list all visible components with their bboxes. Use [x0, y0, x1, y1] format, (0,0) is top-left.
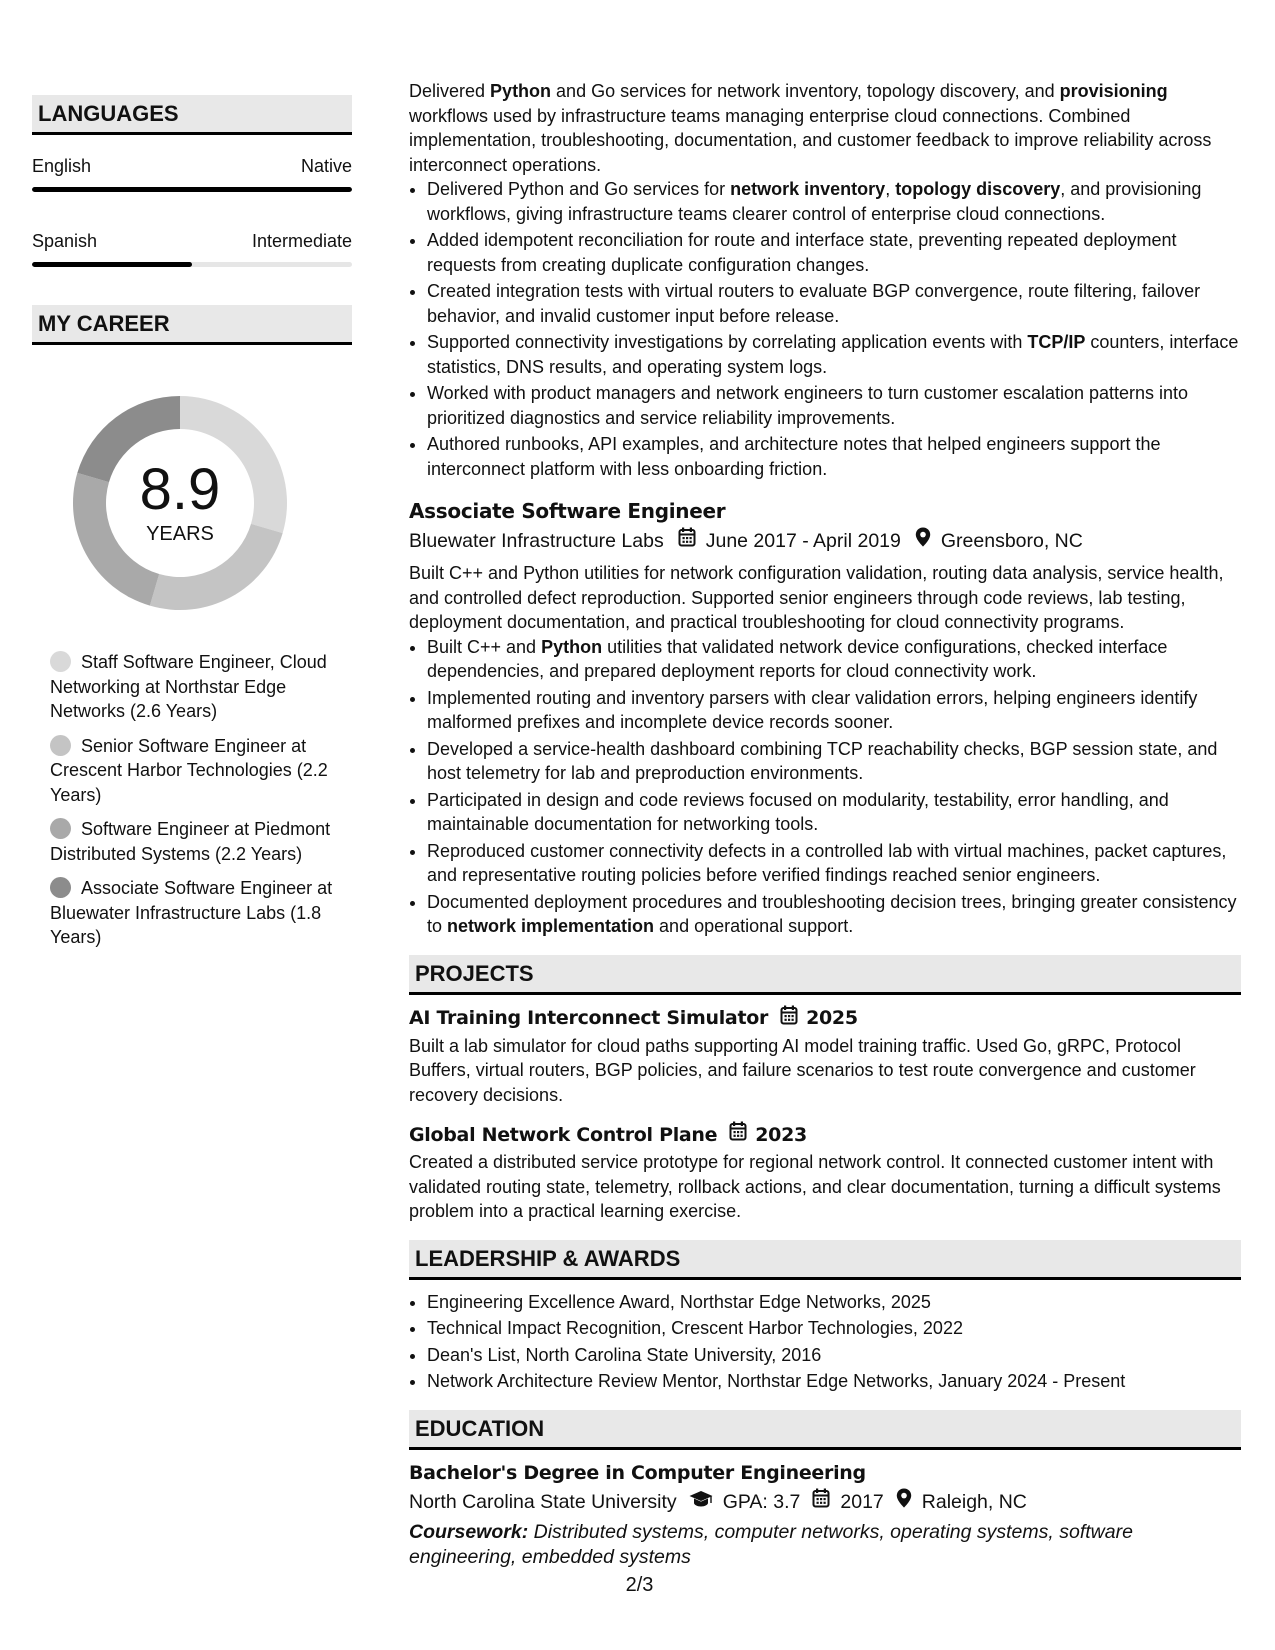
bold-keyword: Python [490, 81, 552, 101]
job-title: Associate Software Engineer [409, 499, 726, 523]
languages-heading: LANGUAGES [32, 95, 352, 135]
language-proficiency-bar [32, 187, 352, 192]
text-run: Authored runbooks, API examples, and architecture notes that helped engineers support the interconnect platform with less onboarding friction. [427, 434, 1161, 479]
text-run: Reproduced customer connectivity defects in a controlled lab with virtual machines, packet captures, and representative routing policies before verified findings reached senior engineers. [427, 840, 1227, 885]
language-item [32, 155, 352, 192]
career-total-years: 8.9 [139, 457, 221, 522]
bullet-item [427, 737, 1241, 786]
language-level: Intermediate [251, 231, 352, 251]
job-bullets [409, 635, 1241, 939]
text-run: Created integration tests with virtual routers to evaluate BGP convergence, route filtering, failover behavior, and invalid customer input before release. [427, 281, 1201, 326]
sidebar [32, 95, 352, 960]
text-run: Documented deployment procedures and troubleshooting decision trees, bringing greater consistency to [427, 891, 1237, 936]
award-item: • Technical Impact Recognition, Crescent Harbor Technologies, 2022 [427, 1316, 1241, 1341]
legend-swatch [50, 877, 71, 898]
text-run: Implemented routing and inventory parsers with clear validation errors, helping engineers identify malformed prefixes and incomplete device records sooner. [427, 687, 1198, 732]
project-description: Created a distributed service prototype for regional network control. It connected customer intent with validated routing state, telemetry, rollback actions, and clear documentation, turning a difficult systems problem into a practical learning exercise. [409, 1152, 1221, 1221]
project-item [409, 1121, 1241, 1224]
job-location: Greensboro, NC [940, 530, 1083, 552]
projects-list [409, 1005, 1241, 1224]
bold-keyword: network inventory [730, 179, 886, 199]
award-item: • Network Architecture Review Mentor, Northstar Edge Networks, January 2024 - Present [427, 1369, 1241, 1394]
project-description: Built a lab simulator for cloud paths supporting AI model training traffic. Used Go, gRPC, Protocol Buffers, virtual routers, BGP policies, and failure scenarios to test route convergence and customer recovery decisions. [409, 1035, 1196, 1105]
project-item [409, 1005, 1241, 1108]
calendar-icon [812, 1488, 830, 1516]
text-run: Delivered Python and Go services for [427, 179, 731, 199]
bullet-item [427, 788, 1241, 837]
text-run: workflows used by infrastructure teams managing enterprise cloud connections. Combined implementation, troubleshooting, documentation, and customer feedback to improve reliability across interconnect operations. [409, 105, 1212, 175]
legend-label: Associate Software Engineer at Bluewater Infrastructure Labs (1.8 Years) [50, 878, 333, 947]
languages-list [32, 155, 352, 267]
text-run: utilities that validated network device configurations, checked interface dependencies, and prepared deployment reports for cloud connectivity work. [427, 636, 1168, 681]
map-pin-icon [915, 527, 931, 555]
career-legend-item [50, 734, 335, 808]
job-bullets [409, 177, 1241, 481]
bold-keyword: provisioning [1059, 81, 1168, 101]
page-number-text: 2/3 [625, 1574, 654, 1596]
coursework-label: Coursework: [409, 1520, 529, 1543]
legend-label: Software Engineer at Piedmont Distributed Systems (2.2 Years) [50, 819, 331, 864]
job-summary [409, 79, 1241, 177]
school-location: Raleigh, NC [921, 1490, 1027, 1513]
bullet-item [427, 890, 1241, 939]
school-name: North Carolina State University [409, 1490, 677, 1513]
text-run: Developed a service-health dashboard combining TCP reachability checks, BGP session state, and host telemetry for lab and preproduction environments. [427, 738, 1218, 783]
bold-keyword: TCP/IP [1027, 332, 1086, 352]
main-column [409, 79, 1241, 1570]
career-legend [32, 650, 352, 950]
graduation-cap-icon [689, 1488, 713, 1516]
project-year: 2025 [806, 1007, 858, 1029]
calendar-icon [678, 527, 696, 555]
calendar-icon [729, 1121, 747, 1148]
legend-label: Senior Software Engineer at Crescent Harbor Technologies (2.2 Years) [50, 735, 328, 805]
map-pin-icon [896, 1488, 912, 1516]
career-legend-item [50, 817, 335, 866]
project-title: AI Training Interconnect Simulator [409, 1007, 769, 1029]
text-run: Participated in design and code reviews focused on modularity, testability, error handling, and maintainable documentation for networking tools. [427, 789, 1169, 834]
project-year: 2023 [755, 1123, 807, 1146]
bullet-item [427, 432, 1241, 481]
text-run: , [885, 179, 896, 199]
donut-center [65, 388, 295, 618]
language-name: English [32, 156, 92, 176]
project-title-row [409, 1121, 1241, 1148]
legend-label: Staff Software Engineer, Cloud Networking at Northstar Edge Networks (2.6 Years) [50, 652, 327, 721]
award-item: • Dean's List, North Carolina State University, 2016 [427, 1343, 1241, 1368]
text-run: Supported connectivity investigations by correlating application events with [427, 332, 1028, 352]
education-meta [409, 1488, 1241, 1516]
education-heading: EDUCATION [409, 1410, 1241, 1450]
language-proficiency-fill [32, 262, 192, 267]
language-proficiency-bar [32, 262, 352, 267]
language-level: Native [300, 156, 352, 176]
awards-heading: LEADERSHIP & AWARDS [409, 1240, 1241, 1280]
coursework [409, 1520, 1241, 1570]
bullet-item [427, 686, 1241, 735]
coursework-list: Distributed systems, computer networks, operating systems, software engineering, embedded systems [409, 1520, 1133, 1568]
text-run: Delivered [409, 81, 491, 101]
text-run: counters, interface statistics, DNS results, and operating system logs. [427, 332, 1239, 377]
company-name: Bluewater Infrastructure Labs [409, 530, 664, 552]
bold-keyword: Python [541, 636, 603, 657]
bullet-item [427, 228, 1241, 277]
career-legend-item [50, 650, 335, 724]
career-donut-chart [65, 388, 295, 618]
calendar-icon [780, 1005, 798, 1032]
bullet-item [427, 279, 1241, 328]
career-heading: MY CAREER [32, 305, 352, 345]
award-item: • Engineering Excellence Award, Northstar Edge Networks, 2025 [427, 1290, 1241, 1315]
text-run: and Go services for network inventory, topology discovery, and [551, 81, 1060, 101]
legend-swatch [50, 735, 71, 756]
degree-title: Bachelor's Degree in Computer Engineering [409, 1461, 866, 1484]
text-run: , and provisioning workflows, giving infrastructure teams clearer control of enterprise cloud connections. [427, 179, 1202, 224]
project-title-row [409, 1005, 1241, 1032]
bullet-item [427, 635, 1241, 684]
bullet-item [427, 381, 1241, 430]
text-run: Added idempotent reconciliation for route and interface state, preventing repeated deployment requests from creating duplicate configuration changes. [427, 230, 1177, 275]
legend-swatch [50, 818, 71, 839]
bullet-item [427, 839, 1241, 888]
page-number [0, 1574, 1275, 1597]
career-total-unit: YEARS [146, 523, 214, 545]
bold-keyword: topology discovery [895, 179, 1061, 199]
awards-list [409, 1290, 1241, 1394]
project-title: Global Network Control Plane [409, 1123, 718, 1146]
job-dates: June 2017 - April 2019 [705, 530, 901, 552]
text-run: Worked with product managers and network engineers to turn customer escalation patterns into prioritized diagnostics and service reliability improvements. [427, 383, 1189, 428]
text-run: Built C++ and [427, 636, 542, 657]
bold-keyword: network implementation [447, 916, 655, 936]
career-legend-item [50, 876, 335, 950]
bullet-item [427, 330, 1241, 379]
job-meta [409, 527, 1241, 555]
bullet-item [427, 177, 1241, 226]
text-run: and operational support. [654, 916, 854, 936]
language-item [32, 230, 352, 267]
text-run: Built C++ and Python utilities for network configuration validation, routing data analysis, service health, and controlled defect reproduction. Supported senior engineers through code reviews, lab testing, deployment documentation, and practical troubleshooting for cloud connectivity programs. [409, 563, 1224, 632]
gpa: GPA: 3.7 [722, 1490, 801, 1513]
graduation-year: 2017 [840, 1490, 884, 1513]
language-name: Spanish [32, 231, 98, 251]
legend-swatch [50, 651, 71, 672]
job-summary [409, 561, 1241, 635]
language-proficiency-fill [32, 187, 352, 192]
projects-heading: PROJECTS [409, 955, 1241, 995]
